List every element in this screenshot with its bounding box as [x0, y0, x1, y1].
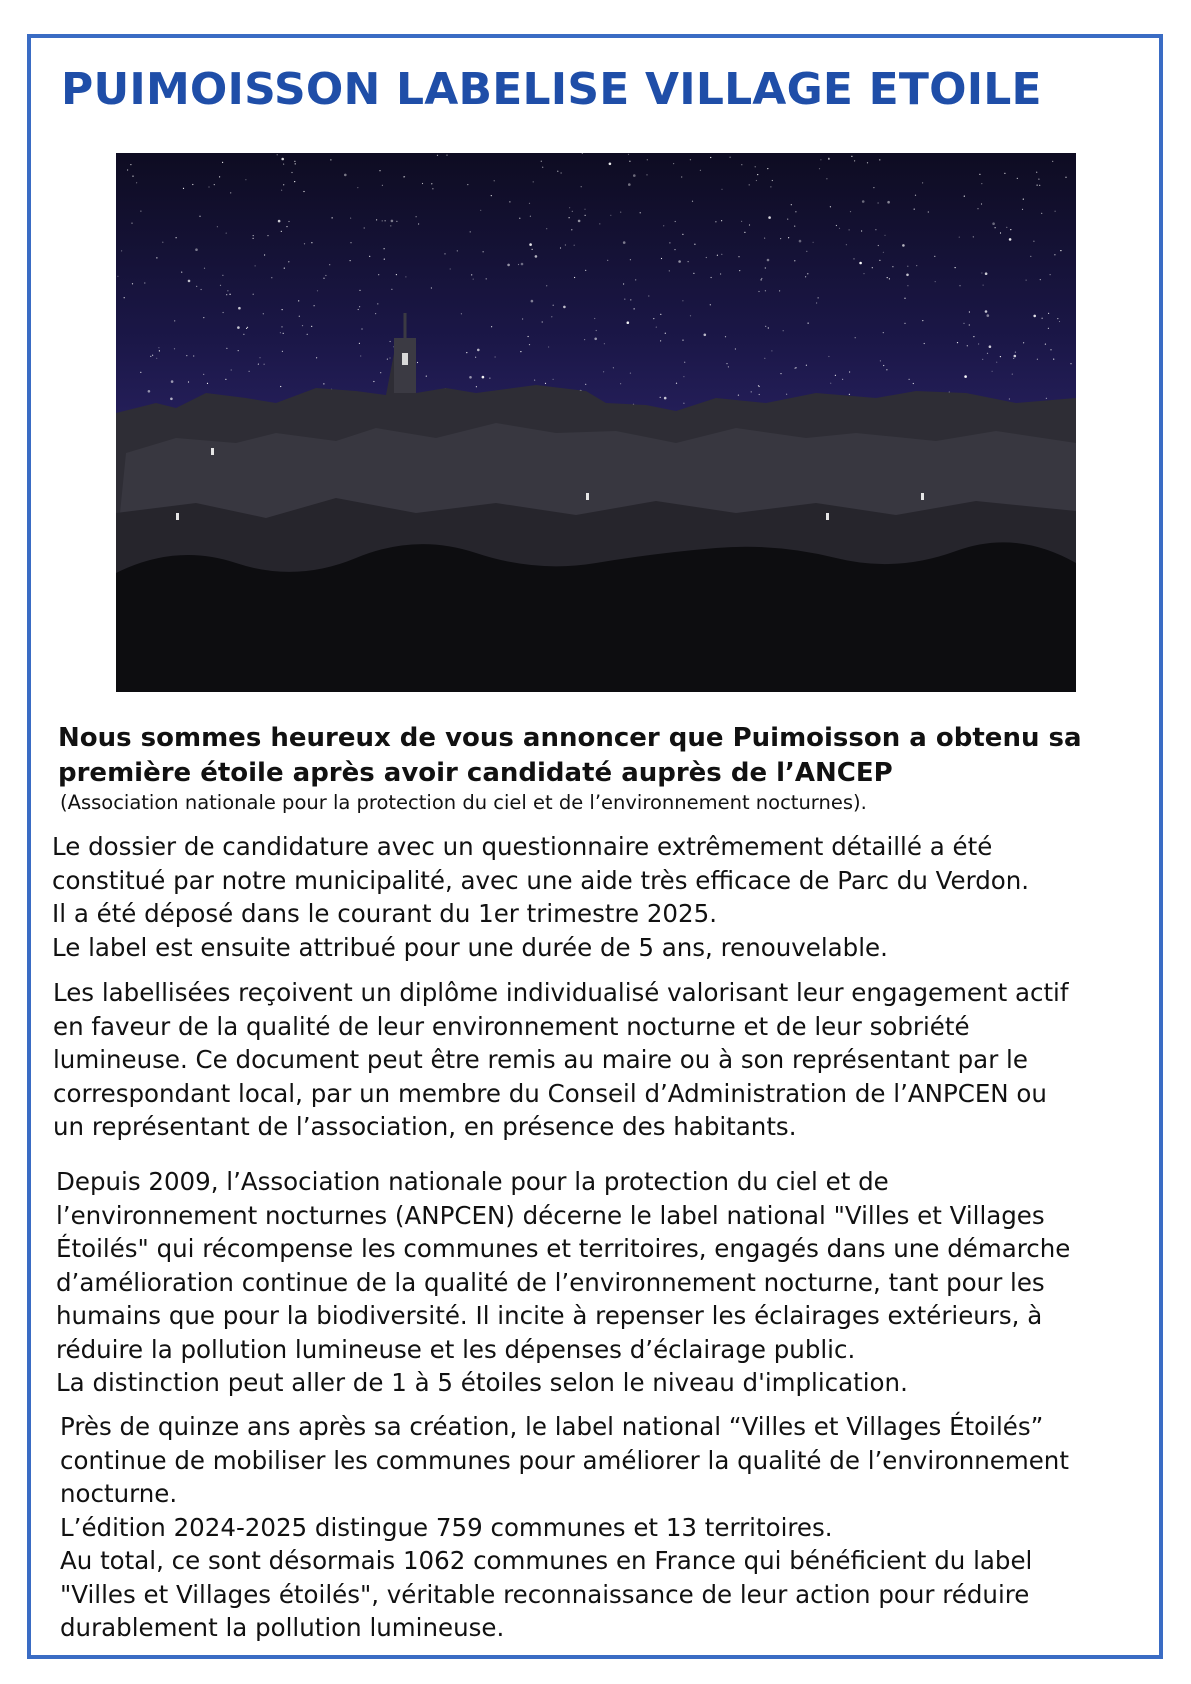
paragraph-application [52, 830, 1029, 964]
paragraph-line: "Villes et Villages étoilés", véritable reconnaissance de leur action pour réduire [60, 1579, 1030, 1609]
paragraph-line: Il a été déposé dans le courant du 1er trimestre 2025. [52, 899, 717, 928]
paragraph-line: durablement la pollution lumineuse. [60, 1613, 505, 1642]
paragraph-edition [60, 1410, 1069, 1645]
paragraph-diploma [53, 976, 1068, 1144]
paragraph-line: réduire la pollution lumineuse et les dépenses d’éclairage public. [56, 1334, 856, 1364]
page-title: PUIMOISSON LABELISE VILLAGE ETOILE [61, 64, 1042, 115]
paragraph-line: humains que pour la biodiversité. Il incite à repenser les éclairages extérieurs, à [56, 1301, 1043, 1330]
paragraph-line: La distinction peut aller de 1 à 5 étoiles selon le niveau d'implication. [56, 1368, 908, 1397]
intro-subtitle: (Association nationale pour la protection du ciel et de l’environnement nocturnes). [60, 791, 867, 814]
paragraph-line: correspondant local, par un membre du Conseil d’Administration de l’ANPCEN ou [53, 1078, 1047, 1108]
paragraph-line: Le dossier de candidature avec un questionnaire extrêmement détaillé a été [52, 832, 993, 861]
paragraph-line: en faveur de la qualité de leur environnement nocturne et de leur sobriété [53, 1011, 970, 1041]
intro-line: Nous sommes heureux de vous annoncer que Puimoisson a obtenu sa [58, 723, 1082, 753]
paragraph-line: l’environnement nocturnes (ANPCEN) décerne le label national "Villes et Villages [56, 1200, 1045, 1230]
paragraph-line: Au total, ce sont désormais 1062 communes en France qui bénéficient du label [60, 1546, 1033, 1575]
intro-heading [58, 721, 1082, 791]
paragraph-line: un représentant de l’association, en présence des habitants. [53, 1112, 797, 1141]
paragraph-line: Les labellisées reçoivent un diplôme individualisé valorisant leur engagement actif [53, 978, 1069, 1007]
paragraph-line: lumineuse. Ce document peut être remis au maire ou à son représentant par le [53, 1045, 1028, 1074]
paragraph-line: constitué par notre municipalité, avec une aide très efficace de Parc du Verdon. [52, 865, 1030, 895]
paragraph-line: L’édition 2024-2025 distingue 759 communes et 13 territoires. [60, 1512, 833, 1542]
paragraph-line: nocturne. [60, 1479, 178, 1508]
paragraph-anpcen [56, 1165, 1070, 1400]
paragraph-line: Depuis 2009, l’Association nationale pour la protection du ciel et de [56, 1167, 889, 1196]
paragraph-line: Près de quinze ans après sa création, le label national “Villes et Villages Étoilés” [60, 1412, 1044, 1441]
paragraph-line: Le label est ensuite attribué pour une durée de 5 ans, renouvelable. [52, 932, 888, 962]
night-sky-village-photo [116, 153, 1076, 692]
paragraph-line: d’amélioration continue de la qualité de l’environnement nocturne, tant pour les [56, 1267, 1045, 1297]
paragraph-line: Étoilés" qui récompense les communes et territoires, engagés dans une démarche [56, 1234, 1071, 1263]
intro-line: première étoile après avoir candidaté auprès de l’ANCEP [58, 758, 893, 788]
paragraph-line: continue de mobiliser les communes pour améliorer la qualité de l’environnement [60, 1445, 1069, 1475]
